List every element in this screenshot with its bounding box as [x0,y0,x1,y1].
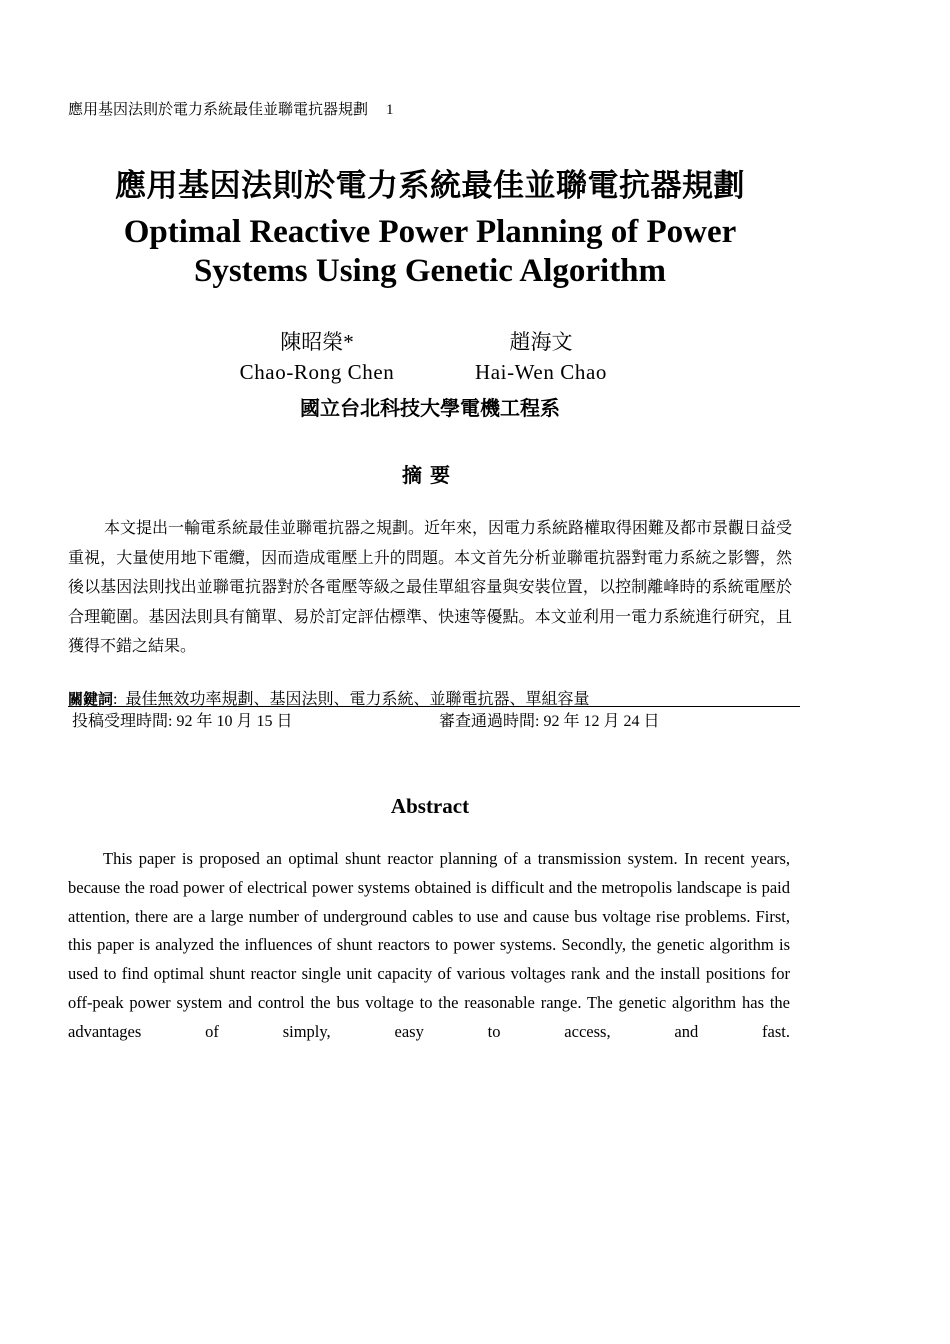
author-2 [446,328,636,385]
author-1-name-zh: 陳昭榮* [280,330,354,354]
abstract-zh-body: 本文提出一輸電系統最佳並聯電抗器之規劃。近年來，因電力系統路權取得困難及都市景觀日益受重視，大量使用地下電纜，因而造成電壓上升的問題。本文首先分析並聯電抗器對電力系統之影響，然後以基因法則找出並聯電抗器對於各電壓等級之最佳單組容量與安裝位置，以控制離峰時的系統電壓於合理範圍。基因法則具有簡單、易於訂定評估標準、快速等優點。本文並利用一電力系統進行研究，且獲得不錯之結果。 [68,520,793,655]
keywords-text: 最佳無效功率規劃、基因法則、電力系統、並聯電抗器、單組容量 [125,691,590,708]
title-chinese: 應用基因法則於電力系統最佳並聯電抗器規劃 [115,168,745,204]
keywords-label: 關鍵詞 [68,690,114,708]
author-1 [222,328,412,385]
affiliation: 國立台北科技大學電機工程系 [300,396,560,420]
running-header [68,98,394,119]
date-accepted: 審查通過時間: 92 年 12 月 24 日 [439,713,660,730]
author-2-name-en: Hai-Wen Chao [474,360,608,384]
abstract-zh-heading: 摘要 [402,463,458,487]
abstract-en-heading: Abstract [390,794,470,818]
author-1-name-en: Chao-Rong Chen [239,360,395,384]
keywords-separator: : [113,691,118,708]
abstract-en-body: This paper is proposed an optimal shunt reactor planning of a transmission system. In recent years, because the road power of electrical power systems obtained is difficult and the metropolis landscape is paid attention, there are a large number of underground cables to use and cause bus voltage rise problems. First, this paper is analyzed the influences of shunt reactors to power systems. Secondly, the genetic algorithm is used to find optimal shunt reactor single unit capacity of various voltages rank and the install positions for off-peak power system and control the bus voltage to the reasonable range. The genetic algorithm has the advantages of simply, easy to access, and fast. [68,849,790,1041]
page-number: 1 [386,102,394,118]
author-2-name-zh: 趙海文 [509,330,573,354]
title-english [0,213,860,291]
running-header-title: 應用基因法則於電力系統最佳並聯電抗器規劃 [68,102,369,118]
title-english-line-2: Systems Using Genetic Algorithm [193,253,667,289]
title-english-line-1: Optimal Reactive Power Planning of Power [123,214,737,250]
horizontal-rule [68,706,800,707]
date-received: 投稿受理時間: 92 年 10 月 15 日 [72,713,293,730]
